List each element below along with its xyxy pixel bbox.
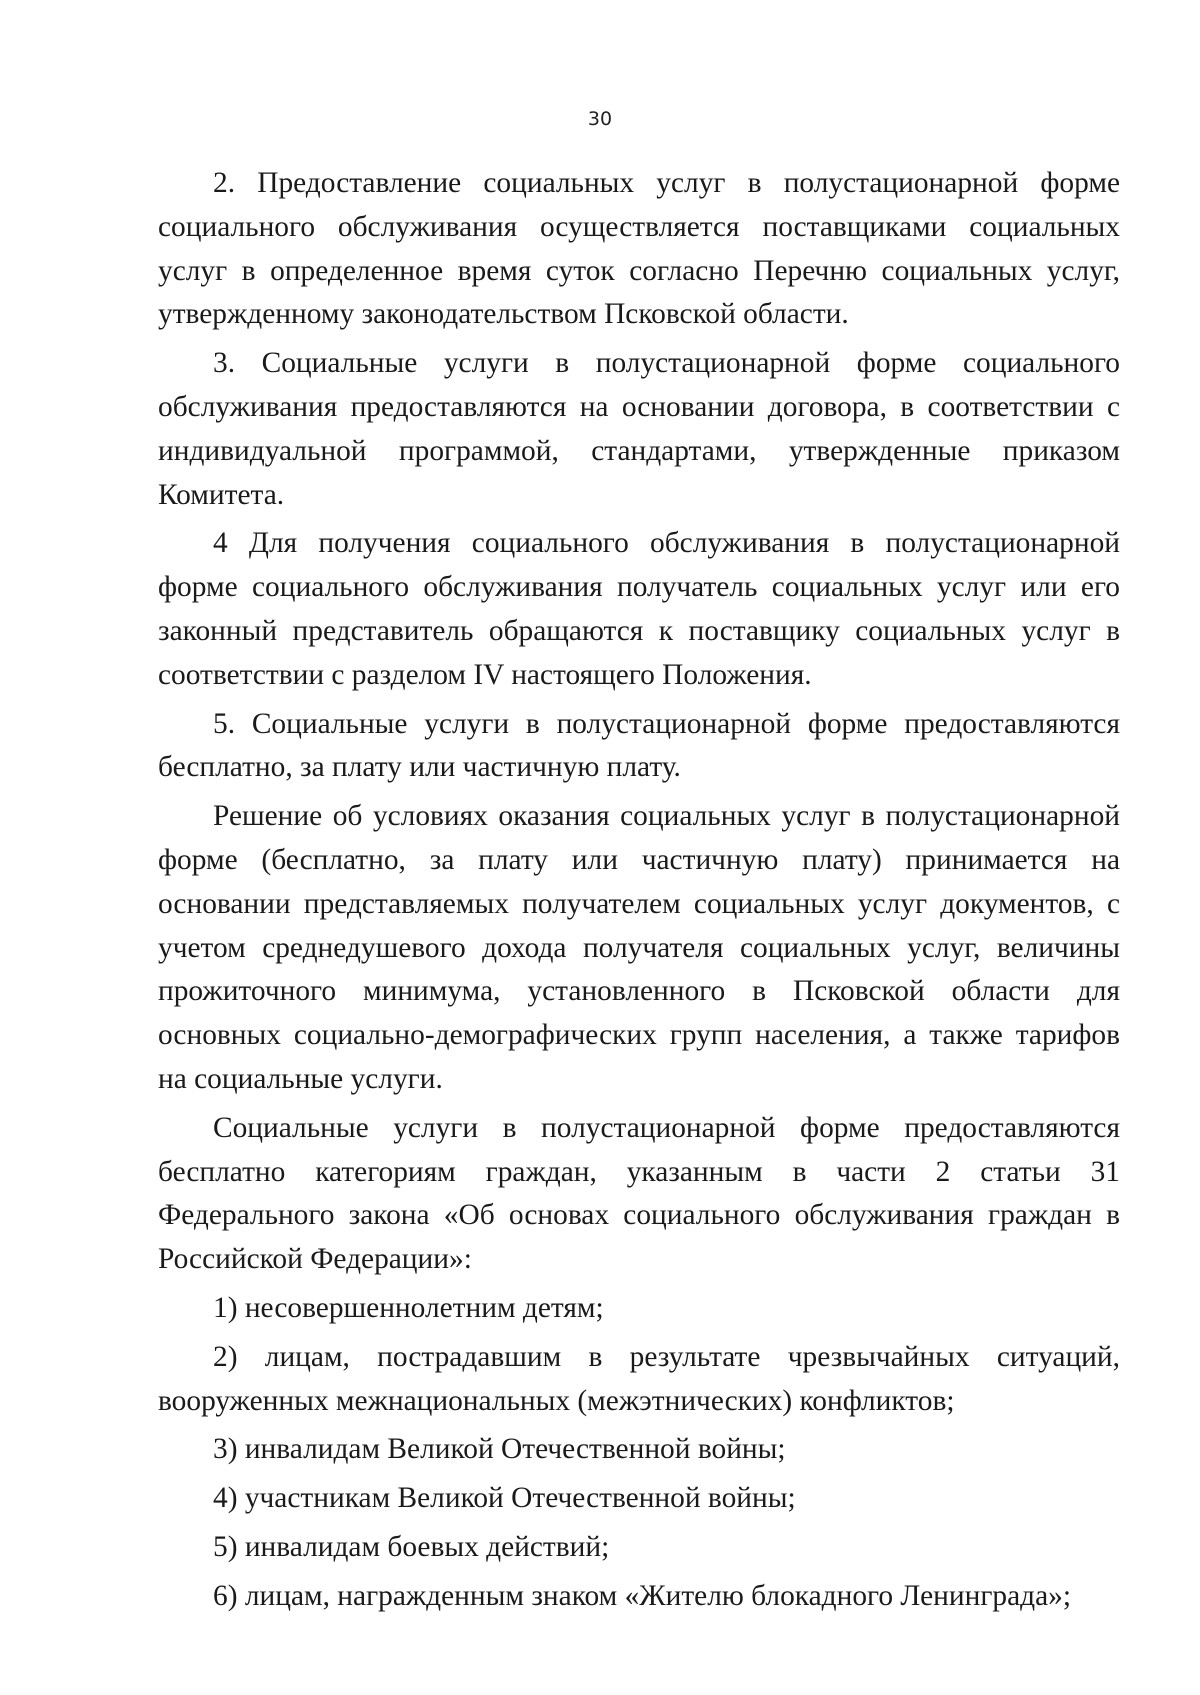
page-number: 30 (587, 108, 613, 130)
paragraph-3: 3. Социальные услуги в полустационарной форме социального обслуживания предоставляются на основании договора, в соответствии с индивидуальной программой, стандартами, утвержденные приказом Комитета. (158, 347, 1120, 511)
list-item: 2) лицам, пострадавшим в результате чрезвычайных ситуаций, вооруженных межнациональных (межэтнических) конфликтов; (158, 1340, 1120, 1417)
paragraph-free-categories: Социальные услуги в полустационарной форме предоставляются бесплатно категориям граждан, указанным в части 2 статьи 31 Федерального закона «Об основах социального обслуживания граждан в Российской Федерации»: (158, 1111, 1120, 1276)
paragraph-2: 2. Предоставление социальных услуг в полустационарной форме социального обслуживания осуществляется поставщиками социальных услуг в определенное время суток согласно Перечню социальных услуг, утвержденному законодательством Псковской области. (158, 167, 1120, 331)
paragraph-4: 4 Для получения социального обслуживания в полустационарной форме социального обслуживания получатель социальных услуг или его законный представитель обращаются к поставщику социальных услуг в соответствии с разделом IV настоящего Положения. (158, 527, 1120, 691)
list-item: 3) инвалидам Великой Отечественной войны; (213, 1433, 786, 1466)
paragraph-5: 5. Социальные услуги в полустационарной форме предоставляются бесплатно, за плату или частичную плату. (158, 707, 1120, 784)
list-item: 6) лицам, награжденным знаком «Жителю блокадного Ленинграда»; (213, 1579, 1072, 1612)
list-item: 1) несовершеннолетним детям; (213, 1291, 604, 1324)
list-item: 5) инвалидам боевых действий; (213, 1530, 610, 1563)
document-body (158, 162, 1120, 1624)
list-item: 4) участникам Великой Отечественной войны; (213, 1482, 796, 1515)
paragraph-decision: Решение об условиях оказания социальных услуг в полустационарной форме (бесплатно, за плату или частичную плату) принимается на основании представляемых получателем социальных услуг документов, с учетом среднедушевого дохода получателя социальных услуг, величины прожиточного минимума, установленного в Псковской области для основных социально-демографических групп населения, а также тарифов на социальные услуги. (158, 800, 1120, 1095)
